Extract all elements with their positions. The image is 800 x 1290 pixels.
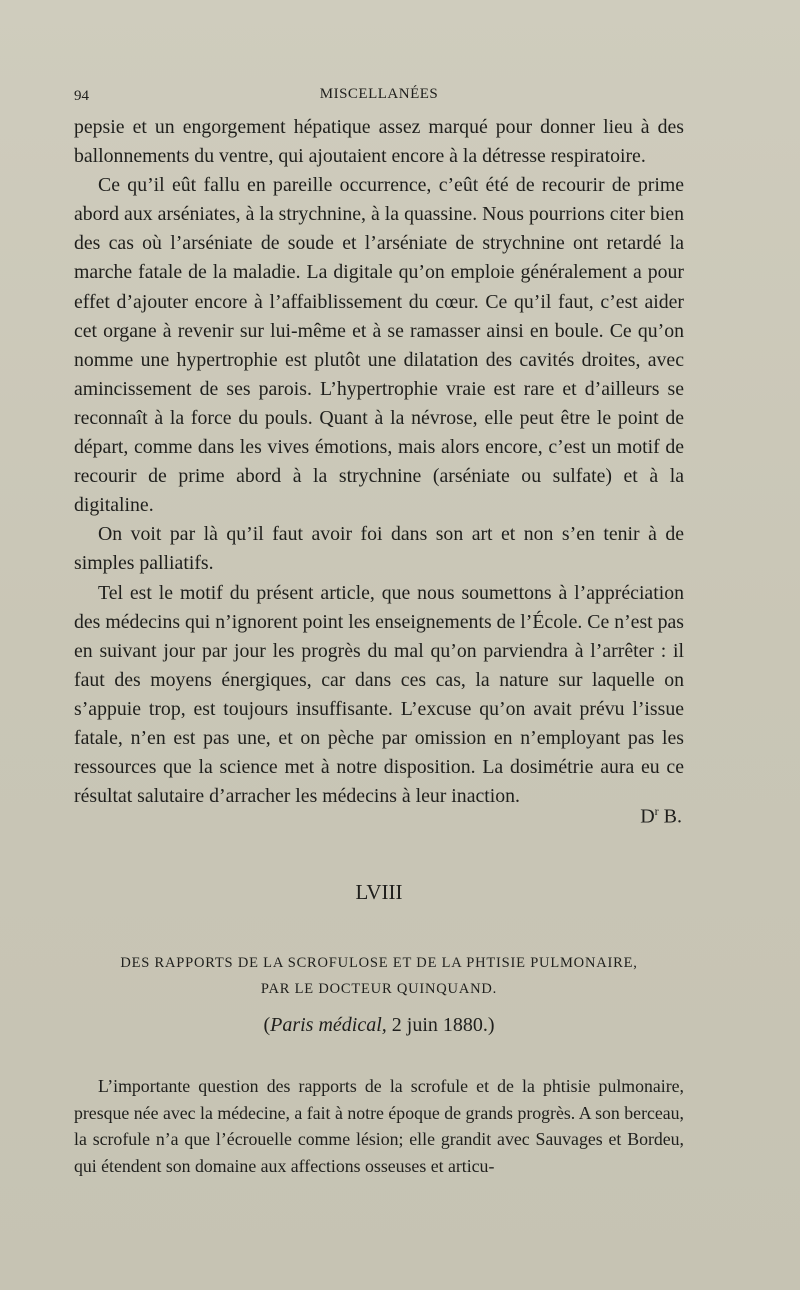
paragraph: Ce qu’il eût fallu en pareille occurrence, c’eût été de recourir de prime abord aux arséniates, à la strychnine, à la quassine. Nous pourrions citer bien des cas où l’arséniate de soude et l’arséniate de strychnine ont retardé la marche fatale de la maladie. La digitale qu’on emploie généralement a pour effet d’ajouter encore à l’affaiblissement du cœur. Ce qu’il faut, c’est aider cet organe à revenir sur lui-même et à se ramasser ainsi en boule. Ce qu’on nomme une hypertrophie est plutôt une dilatation des cavités droites, avec amincissement de ses parois. L’hypertrophie vraie est rare et d’ailleurs se reconnaît à la force du pouls. Quant à la névrose, elle peut être le point de départ, comme dans les vives émotions, mais alors encore, c’est un motif de recourir de prime abord à la strychnine (arséniate ou sulfate) et à la digitaline. (74, 174, 684, 517)
chapter-number: LVIII (355, 880, 403, 904)
article-title (74, 950, 684, 1002)
signature-prefix: D (640, 805, 655, 828)
source-date: 2 juin 1880.) (386, 1014, 495, 1036)
article-body-conclusion (74, 113, 684, 811)
article-title-line: PAR LE DOCTEUR QUINQUAND. (260, 981, 498, 997)
source-citation (74, 1014, 684, 1037)
source-open-paren: ( (263, 1014, 271, 1036)
article-body (74, 1073, 684, 1179)
signature-name: B. (658, 805, 682, 828)
paragraph: On voit par là qu’il faut avoir foi dans son art et non s’en tenir à de simples palliatifs. (74, 523, 684, 575)
page-number: 94 (74, 88, 89, 104)
source-journal: Paris médical, (270, 1014, 387, 1036)
running-header (74, 84, 684, 108)
paragraph: Tel est le motif du présent article, que nous soumettons à l’appréciation des médecins qui n’ignorent point les enseignements de l’École. Ce n’est pas en suivant jour par jour les progrès du mal qu’on parviendra à l’arrêter : il faut des moyens énergiques, car dans ces cas, la nature sur laquelle on s’appuie trop, est toujours insuffisante. L’excuse qu’on avait prévu l’issue fatale, n’en est pas une, et on pèche par omission en n’employant pas les ressources que la science met à notre disposition. La dosimétrie aura eu ce résultat salutaire d’arracher les médecins à leur inaction. (74, 581, 684, 808)
paragraph: pepsie et un engorgement hépatique assez marqué pour donner lieu à des ballonnements du ventre, qui ajoutaient encore à la détresse respiratoire. (74, 116, 684, 168)
running-title: MISCELLANÉES (319, 86, 439, 102)
signature-superscript: r (654, 804, 659, 818)
paragraph: L’importante question des rapports de la scrofule et de la phtisie pulmonaire, presque née avec la médecine, a fait à notre époque de grands progrès. A son berceau, la scrofule n’a que l’écrouelle comme lésion; elle grandit avec Sauvages et Bordeu, qui étendent son domaine aux affections osseuses et articu- (74, 1076, 684, 1176)
author-signature (640, 804, 682, 829)
article-title-line: DES RAPPORTS DE LA SCROFULOSE ET DE LA PHTISIE PULMONAIRE, (120, 955, 638, 971)
